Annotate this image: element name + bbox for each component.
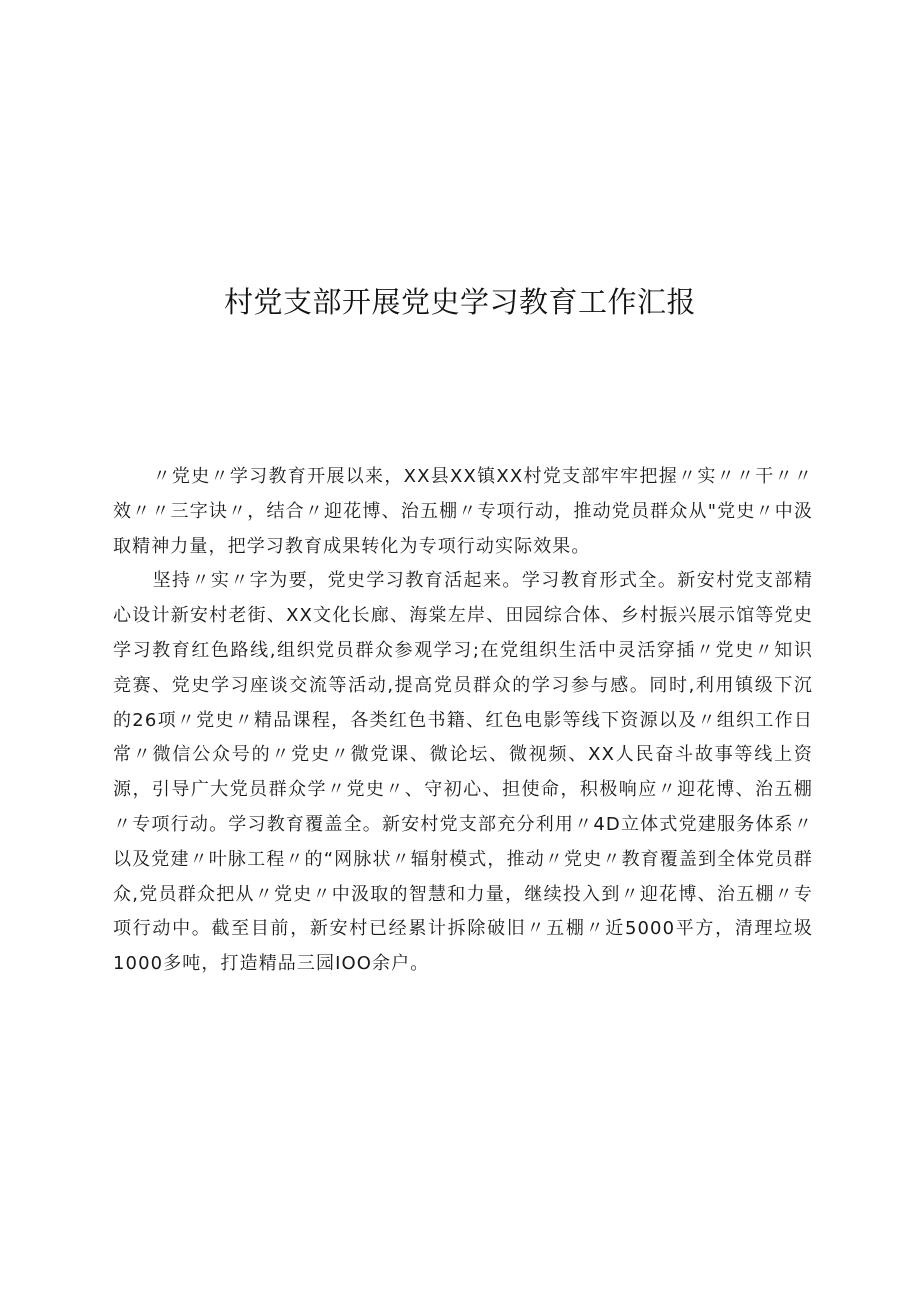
paragraph: 〃党史〃学习教育开展以来，XX县XX镇XX村党支部牢牢把握〃实〃〃干〃〃效〃〃三字诀〃，结合〃迎花博、治五棚〃专项行动，推动党员群众从"党史〃中汲取精神力量，把学习教育成果转化为专项行动实际效果。 (113, 466, 813, 557)
paragraph: 坚持〃实〃字为要，党史学习教育活起来。学习教育形式全。新安村党支部精心设计新安村老街、XX文化长廊、海棠左岸、田园综合体、乡村振兴展示馆等党史学习教育红色路线,组织党员群众参观学习;在党组织生活中灵活穿插〃党史〃知识竞赛、党史学习座谈交流等活动,提高党员群众的学习参与感。同时,利用镇级下沉的26项〃党史〃精品课程，各类红色书籍、红色电影等线下资源以及〃组织工作日常〃微信公众号的〃党史〃微党课、微论坛、微视频、XX人民奋斗故事等线上资源，引导广大党员群众学〃党史〃、守初心、担使命，积极响应〃迎花博、治五棚〃专项行动。学习教育覆盖全。新安村党支部充分利用〃4D立体式党建服务体系〃以及党建〃叶脉工程〃的“网脉状〃辐射模式，推动〃党史〃教育覆盖到全体党员群众,党员群众把从〃党史〃中汲取的智慧和力量，继续投入到〃迎花博、治五棚〃专项行动中。截至目前，新安村已经累计拆除破旧〃五棚〃近5000平方，清理垃圾1000多吨，打造精品三园IOO余户。 (113, 570, 813, 975)
document-body (113, 460, 813, 982)
document-title: 村党支部开展党史学习教育工作汇报 (223, 285, 696, 319)
